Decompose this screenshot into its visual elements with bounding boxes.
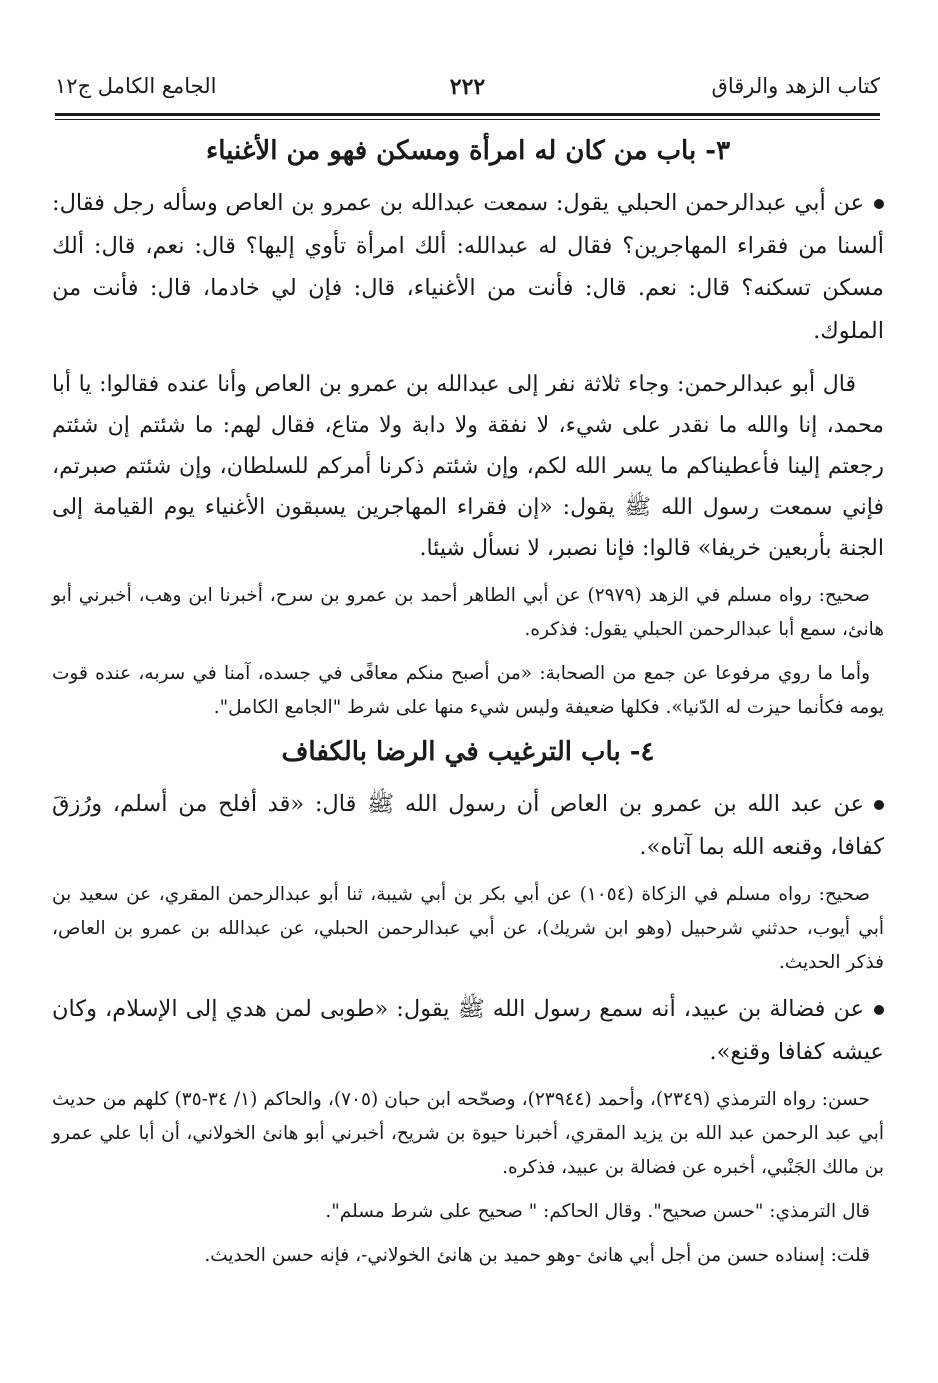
header-rule-thick (55, 113, 880, 116)
bullet-icon (874, 199, 884, 209)
chapter-4-author-note: قلت: إسناده حسن من أجل أبي هانئ -وهو حميد بن هانئ الخولاني-، فإنه حسن الحديث. (204, 1245, 870, 1266)
chapter-4-hadith-2 (52, 988, 884, 1073)
chapter-4-hadith-1 (52, 783, 884, 868)
page-header (55, 68, 880, 108)
hadith-text: عن فضالة بن عبيد، أنه سمع رسول الله ﷺ يقول: «طوبى لمن هدي إلى الإسلام، وكان عيشه كفافا وقنع». (52, 996, 884, 1065)
chapter-4-grading-note-2: حسن: رواه الترمذي (٢٣٤٩)، وأحمد (٢٣٩٤٤)، وصحّحه ابن حبان (٧٠٥)، والحاكم (١/ ٣٤-٣٥) كلهم من حديث أبي عبد الرحمن عبد الله بن يزيد المقري، أخبرنا حيوة بن شريح، أخبرني أبو هانئ الخولاني، أن أبا علي عمرو بن مالك الجَنْبي، أخبره عن فضالة بن عبيد، فذكره. (52, 1089, 884, 1178)
chapter-3-title: ٣- باب من كان له امرأة ومسكن فهو من الأغنياء (205, 136, 731, 166)
chapter-4-grading-note-1: صحيح: رواه مسلم في الزكاة (١٠٥٤) عن أبي بكر بن أبي شيبة، ثنا أبو عبدالرحمن المقري، عن سعيد بن أبي أيوب، حدثني شرحبيل (وهو ابن شريك)، عن أبي عبدالرحمن الحبلي، عن عبدالله بن عمرو بن العاص، فذكر الحديث. (52, 884, 884, 973)
book-volume-title: الجامع الكامل ج١٢ (55, 74, 217, 98)
chapter-3-hadith (52, 182, 884, 352)
chapter-4-tirmidhi-hakim-note: قال الترمذي: "حسن صحيح". وقال الحاكم: " صحيح على شرط مسلم". (325, 1201, 870, 1222)
book-section-title: كتاب الزهد والرقاق (711, 74, 880, 98)
bullet-icon (874, 1005, 884, 1015)
chapter-4-title: ٤- باب الترغيب في الرضا بالكفاف (281, 737, 655, 767)
header-rule-thin (55, 119, 880, 120)
chapter-3-narrative: قال أبو عبدالرحمن: وجاء ثلاثة نفر إلى عبدالله بن عمرو بن العاص وأنا عنده فقالوا: يا أبا محمد، إنا والله ما نقدر على شيء، لا نفقة ولا دابة ولا متاع، فقال لهم: ما شئتم إن شئتم رجعتم إلينا فأعطيناكم ما يسر الله لكم، وإن شئتم ذكرنا أمركم للسلطان، وإن شئتم صبرتم، فإني سمعت رسول الله ﷺ يقول: «إن فقراء المهاجرين يسبقون الأغنياء يوم القيامة إلى الجنة بأربعين خريفا» قالوا: فإنا نصبر، لا نسأل شيئا. (52, 372, 884, 561)
hadith-text: عن عبد الله بن عمرو بن العاص أن رسول الله ﷺ قال: «قد أفلح من أسلم، ورُزقَ كفافا، وقنعه الله بما آتاه». (52, 791, 884, 860)
page-content (52, 130, 884, 1273)
bullet-icon (874, 800, 884, 810)
chapter-3-grading-note: صحيح: رواه مسلم في الزهد (٢٩٧٩) عن أبي الطاهر أحمد بن عمرو بن سرح، أخبرنا ابن وهب، أخبرني أبو هانئ، سمع أبا عبدالرحمن الحبلي يقول: فذكره. (52, 585, 884, 640)
hadith-text: عن أبي عبدالرحمن الحبلي يقول: سمعت عبدالله بن عمرو بن العاص وسأله رجل فقال: ألسنا من فقراء المهاجرين؟ فقال له عبدالله: ألك امرأة تأوي إليها؟ قال: نعم، قال: ألك مسكن تسكنه؟ قال: نعم. قال: فأنت من الأغنياء، قال: فإن لي خادما، قال: فأنت من الملوك. (52, 190, 884, 344)
page-number: ٢٢٢ (449, 74, 486, 100)
chapter-3-weak-narrations-note: وأما ما روي مرفوعا عن جمع من الصحابة: «من أصبح منكم معافًى في جسده، آمنا في سربه، عنده قوت يومه فكأنما حيزت له الدّنيا». فكلها ضعيفة وليس شيء منها على شرط "الجامع الكامل". (52, 663, 884, 718)
